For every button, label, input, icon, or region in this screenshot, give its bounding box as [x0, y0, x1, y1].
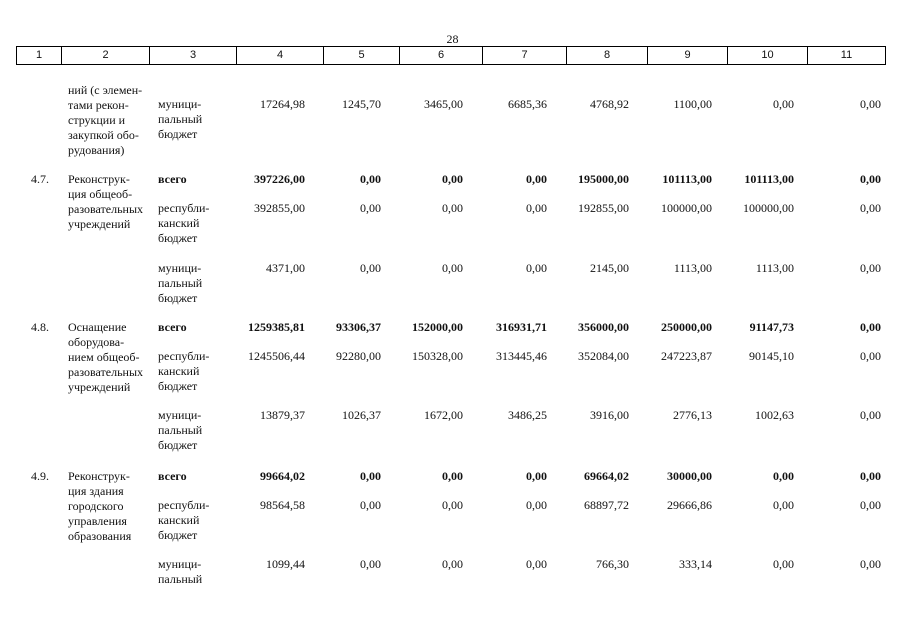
value-cell: 0,00	[526, 172, 547, 186]
value-cell: 100000,00	[743, 201, 794, 215]
row-label: всего	[158, 172, 187, 186]
value-cell: 4768,92	[590, 97, 629, 111]
value-cell: 0,00	[360, 201, 381, 215]
value-cell: 30000,00	[667, 469, 712, 483]
row-label: республи- канский бюджет	[158, 498, 210, 542]
value-cell: 0,00	[526, 469, 547, 483]
value-cell: 352084,00	[578, 349, 629, 363]
value-cell: 1002,63	[755, 408, 794, 422]
value-cell: 0,00	[360, 557, 381, 571]
value-cell: 192855,00	[578, 201, 629, 215]
value-cell: 1100,00	[673, 97, 712, 111]
value-cell: 392855,00	[254, 201, 305, 215]
value-cell: 313445,46	[496, 349, 547, 363]
value-cell: 17264,98	[260, 97, 305, 111]
row-title: Реконструк- ция общеоб- разовательных учреждений	[68, 172, 144, 231]
value-cell: 4371,00	[266, 261, 305, 275]
page-number: 28	[446, 32, 459, 46]
value-cell: 0,00	[442, 261, 463, 275]
value-cell: 152000,00	[412, 320, 463, 334]
value-cell: 316931,71	[496, 320, 547, 334]
value-cell: 247223,87	[661, 349, 712, 363]
value-cell: 0,00	[773, 469, 794, 483]
row-label: муници- пальный бюджет	[158, 97, 203, 141]
row-label: всего	[158, 469, 187, 483]
value-cell: 100000,00	[661, 201, 712, 215]
value-cell: 0,00	[526, 261, 547, 275]
value-cell: 2776,13	[673, 408, 712, 422]
value-cell: 0,00	[860, 557, 881, 571]
value-cell: 0,00	[773, 557, 794, 571]
value-cell: 93306,37	[336, 320, 381, 334]
value-cell: 0,00	[860, 261, 881, 275]
value-cell: 397226,00	[254, 172, 305, 186]
value-cell: 0,00	[442, 469, 463, 483]
value-cell: 1245506,44	[248, 349, 305, 363]
value-cell: 356000,00	[578, 320, 629, 334]
value-cell: 0,00	[526, 201, 547, 215]
value-cell: 333,14	[679, 557, 712, 571]
row-title: ний (с элемен- тами рекон- струкции и закупкой обо- рудования)	[68, 83, 143, 157]
column-header: 2	[62, 47, 150, 64]
row-number: 4.7.	[31, 172, 49, 186]
value-cell: 6685,36	[508, 97, 547, 111]
row-title: Реконструк- ция здания городского управления образования	[68, 469, 132, 543]
column-header: 5	[324, 47, 400, 64]
value-cell: 0,00	[860, 498, 881, 512]
value-cell: 0,00	[860, 469, 881, 483]
row-label: республи- канский бюджет	[158, 201, 210, 245]
value-cell: 2145,00	[590, 261, 629, 275]
value-cell: 91147,73	[749, 320, 794, 334]
column-header: 10	[728, 47, 808, 64]
column-header: 8	[567, 47, 648, 64]
value-cell: 13879,37	[260, 408, 305, 422]
value-cell: 0,00	[860, 349, 881, 363]
value-cell: 250000,00	[661, 320, 712, 334]
row-number: 4.9.	[31, 469, 49, 483]
value-cell: 195000,00	[578, 172, 629, 186]
row-label: муници- пальный бюджет	[158, 408, 203, 452]
value-cell: 0,00	[526, 557, 547, 571]
value-cell: 101113,00	[662, 172, 712, 186]
value-cell: 766,30	[596, 557, 629, 571]
value-cell: 90145,10	[749, 349, 794, 363]
value-cell: 0,00	[773, 97, 794, 111]
value-cell: 0,00	[360, 261, 381, 275]
value-cell: 0,00	[360, 469, 381, 483]
value-cell: 0,00	[442, 557, 463, 571]
value-cell: 0,00	[860, 97, 881, 111]
value-cell: 92280,00	[336, 349, 381, 363]
value-cell: 0,00	[860, 172, 881, 186]
value-cell: 0,00	[860, 408, 881, 422]
value-cell: 150328,00	[412, 349, 463, 363]
value-cell: 68897,72	[584, 498, 629, 512]
value-cell: 0,00	[360, 172, 381, 186]
column-header: 11	[808, 47, 886, 64]
row-label: всего	[158, 320, 187, 334]
value-cell: 101113,00	[744, 172, 794, 186]
row-label: республи- канский бюджет	[158, 349, 210, 393]
value-cell: 0,00	[442, 498, 463, 512]
column-header: 1	[16, 47, 62, 64]
value-cell: 0,00	[773, 498, 794, 512]
value-cell: 0,00	[860, 320, 881, 334]
value-cell: 1245,70	[342, 97, 381, 111]
value-cell: 69664,02	[584, 469, 629, 483]
value-cell: 1099,44	[266, 557, 305, 571]
value-cell: 29666,86	[667, 498, 712, 512]
value-cell: 1026,37	[342, 408, 381, 422]
value-cell: 3916,00	[590, 408, 629, 422]
value-cell: 1113,00	[673, 261, 712, 275]
column-header: 4	[237, 47, 324, 64]
value-cell: 0,00	[360, 498, 381, 512]
value-cell: 0,00	[860, 201, 881, 215]
value-cell: 0,00	[442, 201, 463, 215]
value-cell: 1259385,81	[248, 320, 305, 334]
value-cell: 1672,00	[424, 408, 463, 422]
row-label: муници- пальный бюджет	[158, 261, 203, 305]
row-title: Оснащение оборудова- нием общеоб- разовательных учреждений	[68, 320, 144, 394]
column-header: 3	[150, 47, 237, 64]
value-cell: 0,00	[442, 172, 463, 186]
value-cell: 3486,25	[508, 408, 547, 422]
table-header	[16, 46, 886, 65]
row-number: 4.8.	[31, 320, 49, 334]
column-header: 6	[400, 47, 483, 64]
value-cell: 99664,02	[260, 469, 305, 483]
column-header: 9	[648, 47, 728, 64]
column-header: 7	[483, 47, 567, 64]
row-label: муници- пальный	[158, 557, 203, 586]
value-cell: 3465,00	[424, 97, 463, 111]
value-cell: 0,00	[526, 498, 547, 512]
value-cell: 98564,58	[260, 498, 305, 512]
value-cell: 1113,00	[755, 261, 794, 275]
